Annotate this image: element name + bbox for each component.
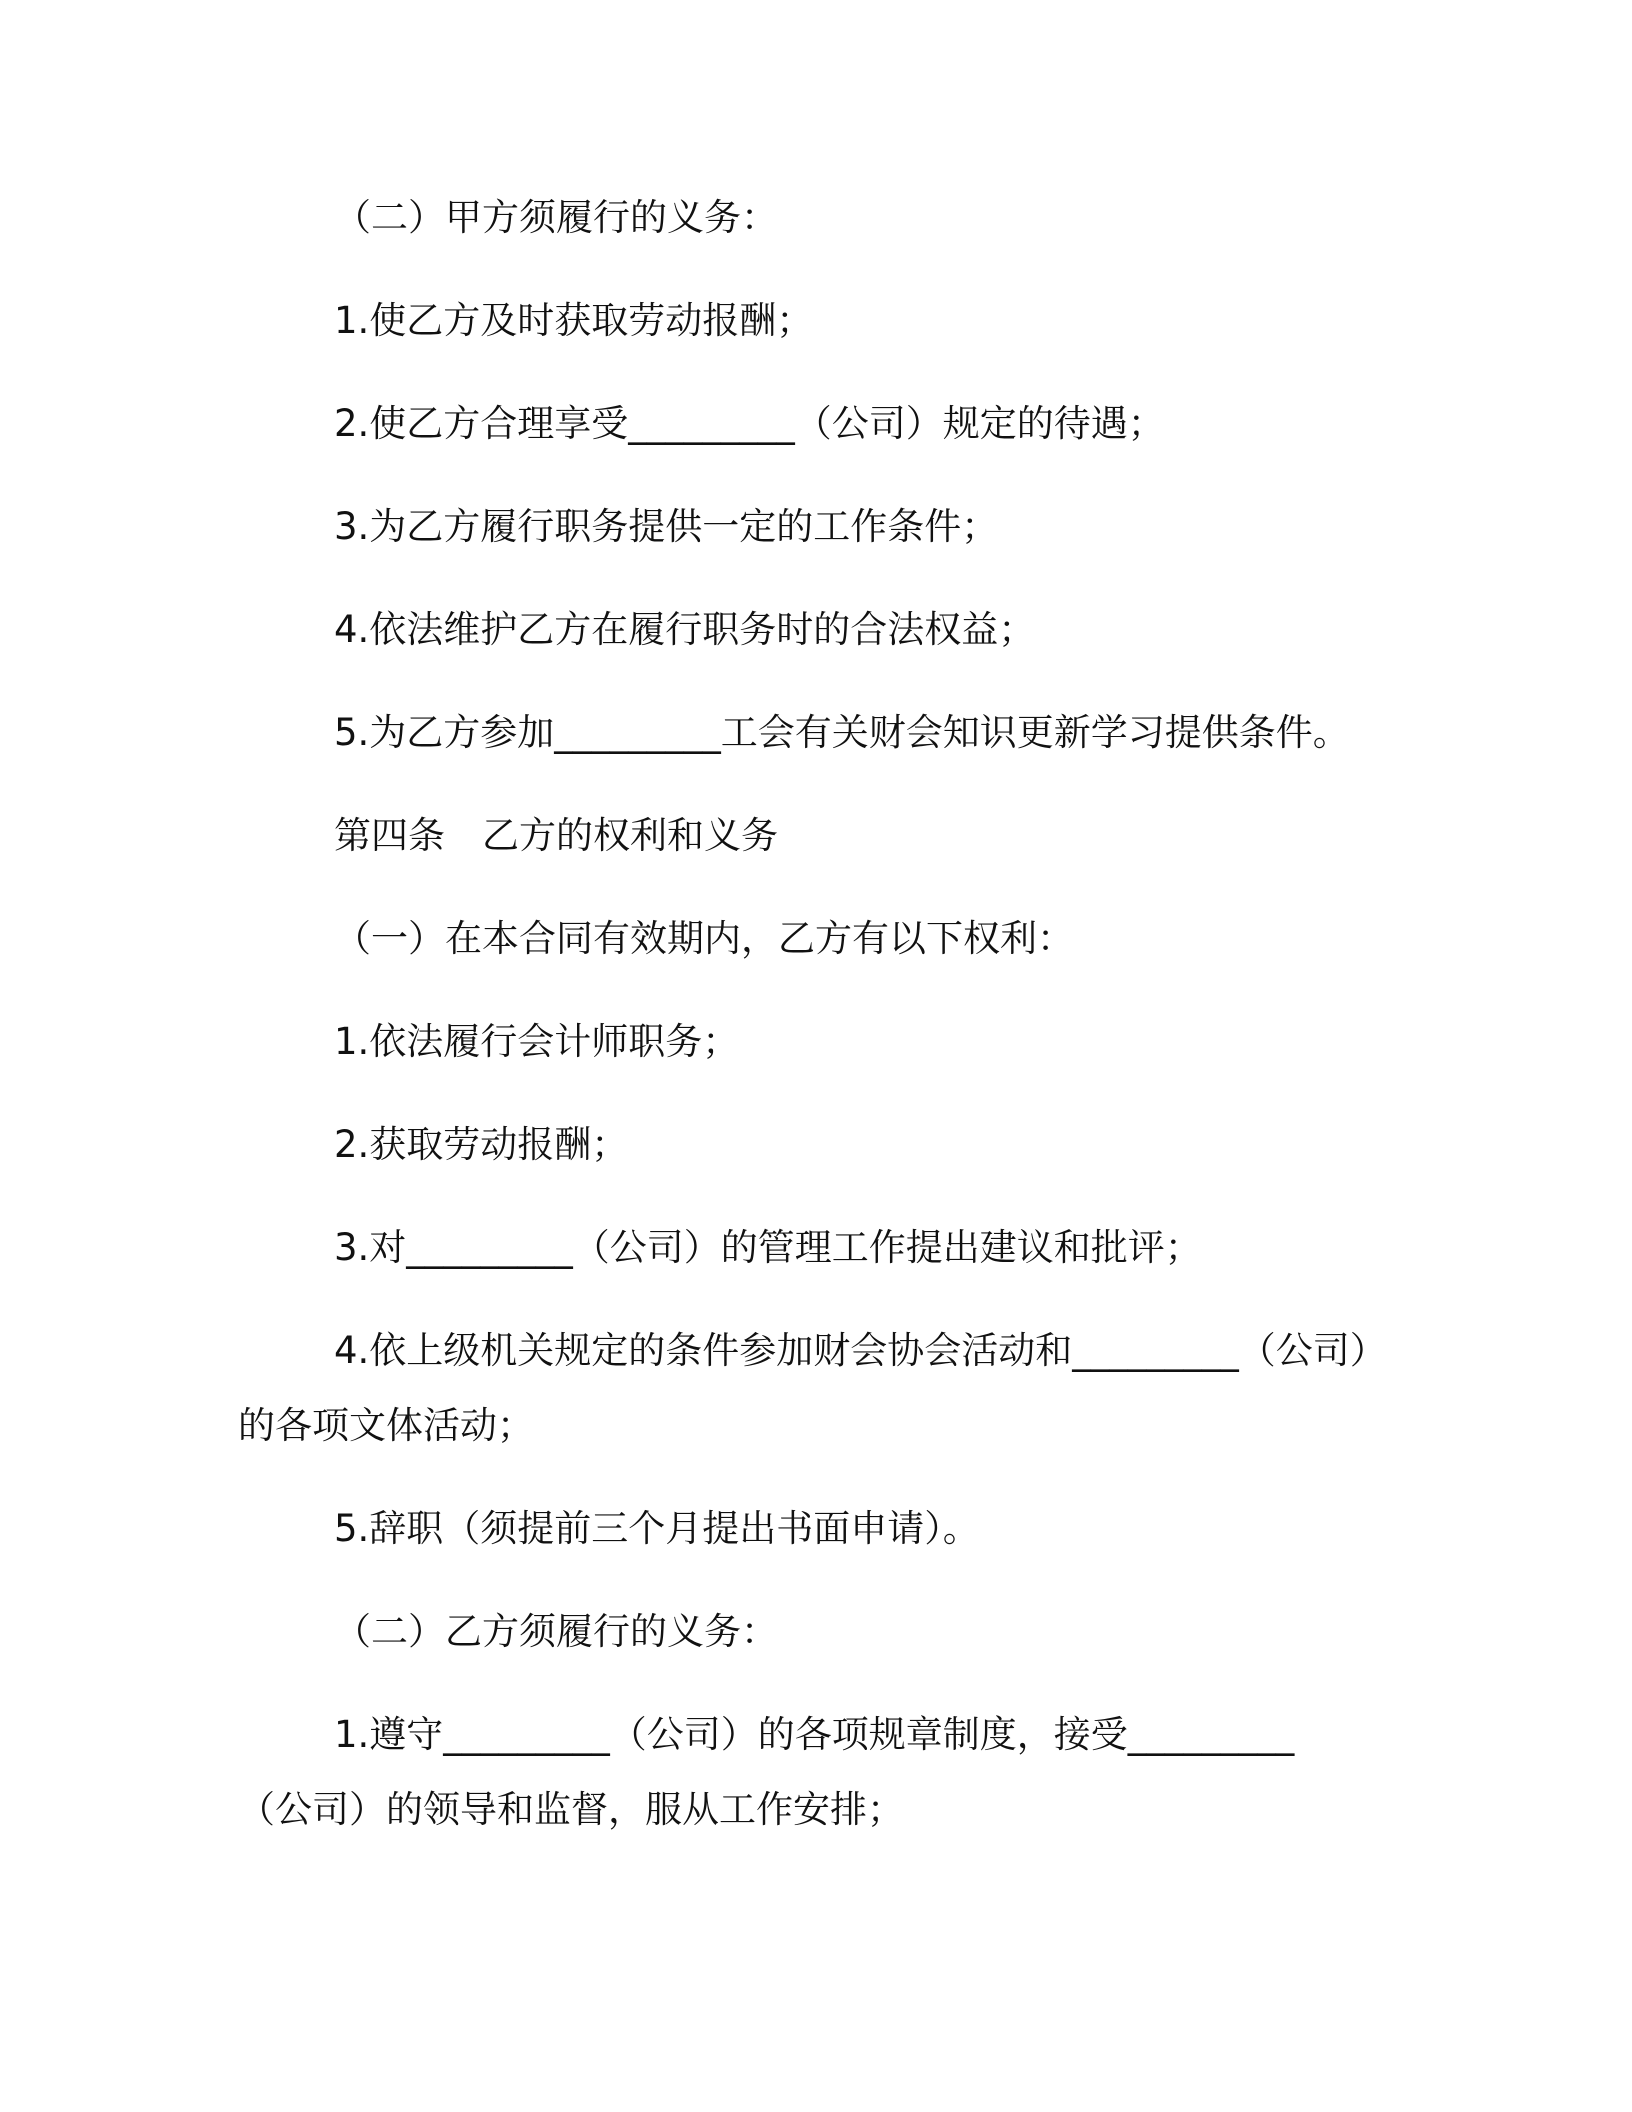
paragraph-item: 3.对_________（公司）的管理工作提出建议和批评； — [334, 1226, 1202, 1269]
paragraph-item: 4.依法维护乙方在履行职务时的合法权益； — [334, 608, 1036, 651]
paragraph-item: 4.依上级机关规定的条件参加财会协会活动和_________（公司） — [334, 1329, 1387, 1372]
paragraph-item: 5.为乙方参加_________工会有关财会知识更新学习提供条件。 — [334, 711, 1350, 754]
paragraph-item-continuation: （公司）的领导和监督，服从工作安排； — [238, 1788, 904, 1831]
paragraph-item: 1.依法履行会计师职务； — [334, 1020, 740, 1063]
paragraph-item: 1.遵守_________（公司）的各项规章制度，接受_________ — [334, 1713, 1295, 1756]
paragraph-item: 5.辞职（须提前三个月提出书面申请）。 — [334, 1507, 980, 1550]
section-heading-party-b-rights: （一）在本合同有效期内，乙方有以下权利： — [334, 917, 1074, 960]
article-heading: 第四条 乙方的权利和义务 — [334, 814, 778, 857]
paragraph-item: 1.使乙方及时获取劳动报酬； — [334, 299, 814, 342]
paragraph-item: 2.获取劳动报酬； — [334, 1123, 629, 1166]
paragraph-item-continuation: 的各项文体活动； — [238, 1404, 534, 1447]
paragraph-item: 2.使乙方合理享受_________（公司）规定的待遇； — [334, 402, 1165, 445]
section-heading-party-b-obligations: （二）乙方须履行的义务： — [334, 1610, 778, 1653]
section-heading-party-a-obligations: （二）甲方须履行的义务： — [334, 196, 778, 239]
paragraph-item: 3.为乙方履行职务提供一定的工作条件； — [334, 505, 999, 548]
